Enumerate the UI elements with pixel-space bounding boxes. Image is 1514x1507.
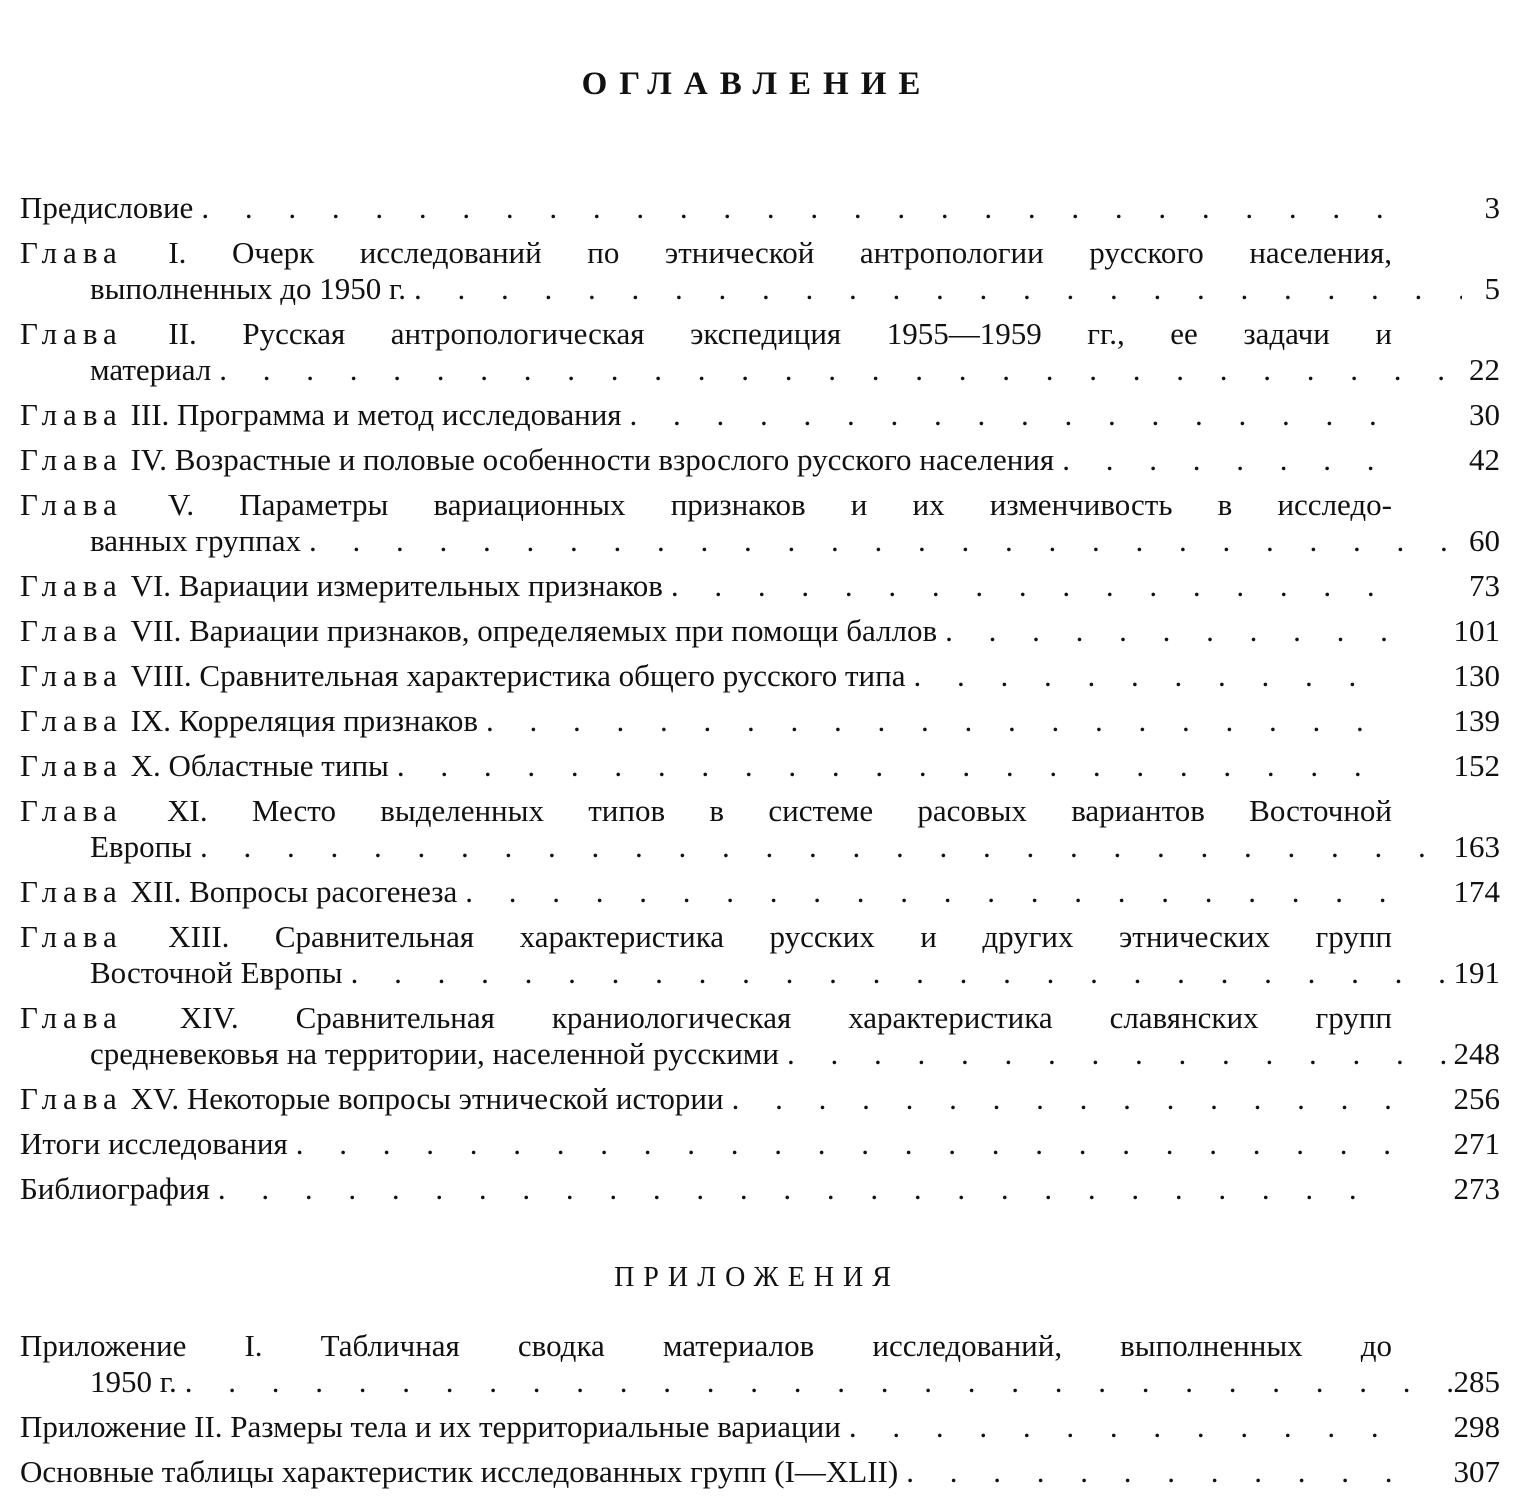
chapter-prefix: Глава — [20, 874, 123, 909]
table-of-contents — [20, 190, 1500, 1216]
toc-entry — [20, 874, 1500, 910]
entry-title-continued: материал — [90, 352, 212, 387]
dot-leader — [630, 397, 1392, 433]
dot-leader — [732, 1081, 1392, 1117]
page-number: 139 — [1453, 703, 1500, 738]
page-number: 191 — [1453, 955, 1500, 990]
toc-entry — [20, 316, 1500, 388]
dot-leader — [906, 1454, 1392, 1490]
entry-title: X. Областные типы — [130, 748, 389, 783]
dot-leader — [200, 829, 1462, 865]
chapter-prefix: Глава — [20, 568, 123, 603]
entry-title: Предисловие — [20, 190, 194, 225]
dot-leader — [671, 568, 1392, 604]
page-number: 101 — [1453, 613, 1500, 648]
page-number: 73 — [1469, 568, 1500, 603]
chapter-prefix: Глава — [20, 397, 123, 432]
chapter-prefix: Глава — [20, 703, 123, 738]
page-number: 248 — [1453, 1036, 1500, 1071]
dot-leader — [397, 748, 1392, 784]
appendix-contents — [20, 1328, 1500, 1499]
toc-entry — [20, 793, 1500, 865]
appendix-title: ПРИЛОЖЕНИЯ — [614, 1262, 900, 1293]
chapter-prefix: Глава — [20, 316, 123, 351]
dot-leader — [218, 1171, 1392, 1207]
dot-leader — [414, 271, 1462, 307]
entry-title-continued: средневековья на территории, населенной русскими — [90, 1036, 779, 1071]
entry-title: V. Параметры вариационных признаков и их изменчивость в исследо- — [167, 487, 1392, 522]
page-number: 256 — [1453, 1081, 1500, 1116]
entry-title: Приложение I. Табличная сводка материалов исследований, выполненных до — [20, 1328, 1392, 1363]
entry-title: XIII. Сравнительная характеристика русских и других этнических групп — [168, 919, 1393, 954]
entry-title: XII. Вопросы расогенеза — [130, 874, 458, 909]
page-number: 298 — [1453, 1409, 1500, 1444]
entry-title: IV. Возрастные и половые особенности взрослого русского населения — [130, 442, 1055, 477]
toc-entry — [20, 613, 1500, 649]
page-number: 273 — [1453, 1171, 1500, 1206]
chapter-prefix: Глава — [20, 442, 123, 477]
entry-title: VIII. Сравнительная характеристика общего русского типа — [130, 658, 906, 693]
page-number: 42 — [1469, 442, 1500, 477]
page-number: 3 — [1484, 190, 1500, 225]
chapter-prefix: Глава — [20, 487, 123, 522]
dot-leader — [185, 1364, 1462, 1400]
entry-title: XV. Некоторые вопросы этнической истории — [130, 1081, 724, 1116]
chapter-prefix: Глава — [20, 613, 123, 648]
entry-title: I. Очерк исследований по этнической антропологии русского населения, — [168, 235, 1392, 270]
dot-leader — [486, 703, 1392, 739]
page-title: ОГЛАВЛЕНИЕ — [581, 66, 933, 102]
toc-entry — [20, 568, 1500, 604]
dot-leader — [849, 1409, 1392, 1445]
chapter-prefix: Глава — [20, 1000, 123, 1035]
dot-leader — [1062, 442, 1392, 478]
chapter-prefix: Глава — [20, 748, 123, 783]
toc-entry — [20, 442, 1500, 478]
chapter-prefix: Глава — [20, 919, 123, 954]
entry-title: Приложение II. Размеры тела и их территориальные вариации — [20, 1409, 841, 1444]
page-number: 271 — [1453, 1126, 1500, 1161]
entry-title: Библиография — [20, 1171, 210, 1206]
toc-entry — [20, 1454, 1500, 1490]
dot-leader — [351, 955, 1462, 991]
entry-title-continued: 1950 г. — [90, 1364, 177, 1399]
toc-entry — [20, 1171, 1500, 1207]
entry-title-continued: выполненных до 1950 г. — [90, 271, 406, 306]
entry-title: XI. Место выделенных типов в системе расовых вариантов Восточной — [167, 793, 1393, 828]
page-number: 60 — [1469, 523, 1500, 558]
entry-title: Основные таблицы характеристик исследованных групп (I—XLII) — [20, 1454, 899, 1489]
chapter-prefix: Глава — [20, 793, 123, 828]
dot-leader — [787, 1036, 1462, 1072]
toc-entry — [20, 397, 1500, 433]
toc-entry — [20, 919, 1500, 991]
dot-leader — [296, 1126, 1392, 1162]
toc-entry — [20, 748, 1500, 784]
toc-entry — [20, 1000, 1500, 1072]
toc-entry — [20, 235, 1500, 307]
toc-entry — [20, 1409, 1500, 1445]
dot-leader — [201, 190, 1392, 226]
page-number: 163 — [1453, 829, 1500, 864]
toc-entry — [20, 1081, 1500, 1117]
entry-title: IX. Корреляция признаков — [130, 703, 478, 738]
dot-leader — [913, 658, 1392, 694]
entry-title-continued: ванных группах — [90, 523, 301, 558]
dot-leader — [945, 613, 1392, 649]
page-number: 174 — [1453, 874, 1500, 909]
page-number: 285 — [1453, 1364, 1500, 1399]
entry-title-continued: Восточной Европы — [90, 955, 343, 990]
entry-title: III. Программа и метод исследования — [130, 397, 622, 432]
dot-leader — [465, 874, 1392, 910]
dot-leader — [219, 352, 1462, 388]
toc-entry — [20, 190, 1500, 226]
toc-entry — [20, 1126, 1500, 1162]
entry-title: VI. Вариации измерительных признаков — [130, 568, 663, 603]
page-number: 152 — [1453, 748, 1500, 783]
page-number: 307 — [1453, 1454, 1500, 1489]
entry-title: XIV. Сравнительная краниологическая характеристика славянских групп — [179, 1000, 1393, 1035]
dot-leader — [309, 523, 1462, 559]
entry-title: VII. Вариации признаков, определяемых при помощи баллов — [130, 613, 938, 648]
entry-title-continued: Европы — [90, 829, 192, 864]
page-number: 30 — [1469, 397, 1500, 432]
chapter-prefix: Глава — [20, 235, 123, 270]
chapter-prefix: Глава — [20, 658, 123, 693]
page-number: 22 — [1469, 352, 1500, 387]
toc-entry — [20, 658, 1500, 694]
entry-title: Итоги исследования — [20, 1126, 288, 1161]
toc-entry — [20, 1328, 1500, 1400]
page-number: 130 — [1453, 658, 1500, 693]
toc-entry — [20, 703, 1500, 739]
toc-entry — [20, 487, 1500, 559]
chapter-prefix: Глава — [20, 1081, 123, 1116]
entry-title: II. Русская антропологическая экспедиция 1955—1959 гг., ее задачи и — [168, 316, 1393, 351]
page-number: 5 — [1484, 271, 1500, 306]
